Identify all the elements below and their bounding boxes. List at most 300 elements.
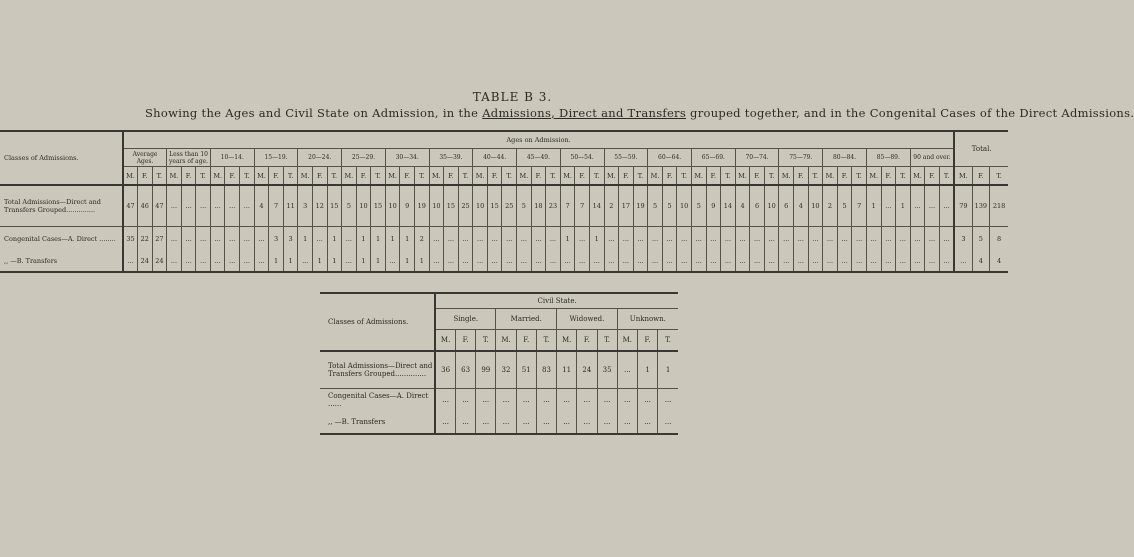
table-cell: ...: [662, 227, 677, 252]
sex-header: F.: [312, 167, 327, 186]
sex-header: M.: [167, 167, 182, 186]
table-cell: 1: [415, 251, 430, 272]
table-cell: ...: [617, 411, 637, 434]
table-cell: ...: [939, 227, 954, 252]
table-cell: ...: [925, 251, 940, 272]
table-cell: 1: [327, 251, 342, 272]
table-cell: ...: [866, 251, 881, 272]
table-cell: 4: [735, 185, 750, 227]
civil-header-row: [320, 293, 678, 309]
sex-header: M.: [298, 167, 313, 186]
sex-header: T.: [658, 330, 678, 352]
table-cell: ...: [808, 227, 823, 252]
table-cell: ...: [342, 251, 357, 272]
table-cell: 1: [269, 251, 284, 272]
table-cell: ...: [721, 227, 736, 252]
table-cell: 1: [866, 185, 881, 227]
ages-table: [0, 130, 1008, 273]
table-cell: 5: [342, 185, 357, 227]
sex-header: M.: [123, 167, 138, 186]
classes-header: Classes of Admissions.: [0, 131, 123, 185]
sex-header: F.: [225, 167, 240, 186]
sex-header: T.: [597, 330, 617, 352]
table-cell: ...: [546, 227, 561, 252]
sex-header: F.: [577, 330, 597, 352]
total-cell: 4: [990, 251, 1008, 272]
table-cell: ...: [633, 251, 648, 272]
row-label: ,, —B. Transfers: [4, 257, 58, 265]
table-cell: ...: [196, 185, 211, 227]
sex-header: F.: [487, 167, 502, 186]
table-cell: 15: [327, 185, 342, 227]
table-cell: 1: [658, 351, 678, 389]
table-cell: 1: [400, 227, 415, 252]
sex-header: F.: [662, 167, 677, 186]
table-cell: 3: [283, 227, 298, 252]
table-cell: ...: [487, 227, 502, 252]
total-cell: 139: [972, 185, 990, 227]
table-cell: ...: [721, 251, 736, 272]
table-cell: 83: [536, 351, 556, 389]
table-cell: ...: [210, 251, 225, 272]
sex-header: F.: [444, 167, 459, 186]
sex-header: M.: [648, 167, 663, 186]
table-cell: ...: [557, 389, 577, 412]
table-cell: 27: [152, 227, 167, 252]
table-cell: 5: [662, 185, 677, 227]
age-group-row: [0, 149, 1008, 167]
ages-header-row: [0, 131, 1008, 149]
table-cell: ...: [648, 251, 663, 272]
table-cell: ...: [181, 251, 196, 272]
table-row: [320, 411, 678, 434]
table-cell: 1: [385, 227, 400, 252]
sex-header: T.: [677, 167, 692, 186]
sex-header: T.: [990, 167, 1008, 186]
table-cell: ...: [487, 251, 502, 272]
table-cell: 7: [269, 185, 284, 227]
table-cell: ...: [240, 185, 255, 227]
sex-header: T.: [589, 167, 604, 186]
age-group-header: Less than 10 years of age.: [167, 149, 211, 167]
table-cell: ...: [691, 251, 706, 272]
table-cell: ...: [435, 411, 455, 434]
sex-header: M.: [496, 330, 516, 352]
sex-header: M.: [435, 330, 455, 352]
table-cell: ...: [458, 251, 473, 272]
table-cell: ...: [910, 185, 925, 227]
age-group-header: 55—59.: [604, 149, 648, 167]
table-cell: ...: [517, 227, 532, 252]
age-group-header: Average Ages.: [123, 149, 167, 167]
table-cell: 9: [706, 185, 721, 227]
table-cell: 10: [356, 185, 371, 227]
table-row: [0, 251, 1008, 272]
table-cell: 10: [764, 185, 779, 227]
table-cell: ...: [837, 251, 852, 272]
sex-header: F.: [516, 330, 536, 352]
age-group-header: 20—24.: [298, 149, 342, 167]
sex-header: T.: [458, 167, 473, 186]
sex-header: T.: [896, 167, 911, 186]
table-cell: ...: [881, 185, 896, 227]
table-cell: ...: [619, 251, 634, 272]
table-row: [0, 227, 1008, 252]
table-cell: ...: [240, 251, 255, 272]
table-row: [320, 351, 678, 389]
table-cell: 7: [852, 185, 867, 227]
table-cell: ...: [617, 351, 637, 389]
table-cell: 4: [794, 185, 809, 227]
table-cell: ...: [385, 251, 400, 272]
table-cell: 2: [823, 185, 838, 227]
table-cell: ...: [560, 251, 575, 272]
table-row: [0, 185, 1008, 227]
sex-header: F.: [925, 167, 940, 186]
table-cell: 7: [560, 185, 575, 227]
table-cell: ...: [435, 389, 455, 412]
row-label: Congenital Cases—A. Direct ......: [328, 392, 429, 408]
table-cell: 24: [138, 251, 153, 272]
table-cell: ...: [837, 227, 852, 252]
table-title: TABLE B 3.: [472, 90, 553, 104]
table-cell: ...: [604, 227, 619, 252]
total-cell: 8: [990, 227, 1008, 252]
total-cell: 4: [972, 251, 990, 272]
sex-header: M.: [779, 167, 794, 186]
table-cell: ...: [691, 227, 706, 252]
sex-header-row: [0, 167, 1008, 186]
sex-header: M.: [954, 167, 972, 186]
table-cell: 1: [560, 227, 575, 252]
table-cell: ...: [455, 389, 475, 412]
age-group-header: 50—54.: [560, 149, 604, 167]
table-cell: 1: [283, 251, 298, 272]
sex-header: F.: [269, 167, 284, 186]
table-row: [320, 389, 678, 412]
table-cell: ...: [866, 227, 881, 252]
sex-header: M.: [254, 167, 269, 186]
table-cell: ...: [677, 227, 692, 252]
table-cell: ...: [779, 227, 794, 252]
table-cell: 24: [577, 351, 597, 389]
table-cell: ...: [502, 227, 517, 252]
table-cell: ...: [617, 389, 637, 412]
table-cell: ...: [536, 389, 556, 412]
table-cell: ...: [444, 251, 459, 272]
table-cell: ...: [342, 227, 357, 252]
table-subtitle: [145, 106, 1134, 120]
sex-header: T.: [476, 330, 496, 352]
table-cell: ...: [604, 251, 619, 272]
sex-header: T.: [371, 167, 386, 186]
table-cell: 15: [444, 185, 459, 227]
total-cell: 218: [990, 185, 1008, 227]
table-cell: 32: [496, 351, 516, 389]
table-cell: 22: [138, 227, 153, 252]
row-label: Total Admissions—Direct and Transfers Grouped..............: [0, 185, 123, 227]
table-cell: 10: [677, 185, 692, 227]
table-cell: ...: [546, 251, 561, 272]
row-label: Total Admissions—Direct and Transfers Grouped..............: [320, 351, 435, 389]
table-cell: 6: [750, 185, 765, 227]
table-cell: ...: [473, 227, 488, 252]
sex-header: T.: [240, 167, 255, 186]
table-cell: 12: [312, 185, 327, 227]
civil-group-header: Widowed.: [557, 309, 618, 330]
sex-header: M.: [560, 167, 575, 186]
sex-header: T.: [327, 167, 342, 186]
table-cell: 18: [531, 185, 546, 227]
table-cell: ...: [735, 227, 750, 252]
table-cell: ...: [852, 227, 867, 252]
sex-header: M.: [604, 167, 619, 186]
table-cell: ...: [167, 185, 182, 227]
sex-header: M.: [473, 167, 488, 186]
table-cell: 19: [633, 185, 648, 227]
table-cell: 5: [691, 185, 706, 227]
table-cell: 17: [619, 185, 634, 227]
table-cell: ...: [476, 389, 496, 412]
table-cell: 35: [123, 227, 138, 252]
table-cell: ...: [577, 389, 597, 412]
table-cell: ...: [473, 251, 488, 272]
table-cell: ...: [597, 411, 617, 434]
table-cell: ...: [925, 185, 940, 227]
sex-header: M.: [517, 167, 532, 186]
table-cell: ...: [577, 411, 597, 434]
table-cell: 36: [435, 351, 455, 389]
sex-header: F.: [881, 167, 896, 186]
table-cell: ...: [794, 227, 809, 252]
table-cell: ...: [196, 251, 211, 272]
sex-header: T.: [721, 167, 736, 186]
age-group-header: 80—84.: [823, 149, 867, 167]
table-cell: 10: [808, 185, 823, 227]
sex-header: F.: [972, 167, 990, 186]
table-cell: ...: [536, 411, 556, 434]
table-cell: ...: [240, 227, 255, 252]
table-cell: ...: [658, 411, 678, 434]
table-cell: ...: [210, 185, 225, 227]
civil-state-header: Civil State.: [435, 293, 678, 309]
table-cell: 10: [429, 185, 444, 227]
sex-header: T.: [852, 167, 867, 186]
table-cell: 1: [298, 227, 313, 252]
table-cell: ...: [531, 251, 546, 272]
table-cell: ...: [808, 251, 823, 272]
table-cell: ...: [662, 251, 677, 272]
table-cell: ...: [225, 227, 240, 252]
table-cell: 4: [254, 185, 269, 227]
table-cell: ...: [455, 411, 475, 434]
table-cell: ...: [706, 251, 721, 272]
table-cell: 5: [648, 185, 663, 227]
table-cell: ...: [658, 389, 678, 412]
table-cell: 11: [283, 185, 298, 227]
table-cell: ...: [881, 251, 896, 272]
table-cell: ...: [575, 227, 590, 252]
sex-header: F.: [706, 167, 721, 186]
sex-header: F.: [575, 167, 590, 186]
table-cell: ...: [764, 251, 779, 272]
subtitle-before: Showing the Ages and Civil State on Admission, in the: [145, 106, 479, 120]
table-cell: ...: [444, 227, 459, 252]
sex-header: F.: [750, 167, 765, 186]
age-group-header: 65—69.: [691, 149, 735, 167]
table-cell: ...: [648, 227, 663, 252]
table-cell: 23: [546, 185, 561, 227]
sex-header: M.: [691, 167, 706, 186]
table-cell: ...: [517, 251, 532, 272]
sex-header: M.: [617, 330, 637, 352]
table-cell: ...: [881, 227, 896, 252]
sex-header: F.: [637, 330, 657, 352]
sex-header: F.: [138, 167, 153, 186]
table-cell: 2: [415, 227, 430, 252]
table-cell: 63: [455, 351, 475, 389]
table-cell: ...: [312, 227, 327, 252]
table-cell: ...: [531, 227, 546, 252]
sex-header: T.: [536, 330, 556, 352]
table-cell: 47: [152, 185, 167, 227]
sex-header: T.: [196, 167, 211, 186]
table-cell: 24: [152, 251, 167, 272]
sex-header: T.: [808, 167, 823, 186]
table-cell: ...: [458, 227, 473, 252]
age-group-header: 35—39.: [429, 149, 473, 167]
table-cell: ...: [823, 227, 838, 252]
sex-header: F.: [794, 167, 809, 186]
sex-header: M.: [385, 167, 400, 186]
table-cell: 25: [458, 185, 473, 227]
age-group-header: 70—74.: [735, 149, 779, 167]
table-cell: ...: [910, 251, 925, 272]
table-cell: ...: [619, 227, 634, 252]
table-cell: ...: [706, 227, 721, 252]
table-cell: ...: [939, 251, 954, 272]
table-cell: ...: [896, 227, 911, 252]
age-group-header: 60—64.: [648, 149, 692, 167]
table-cell: ...: [476, 411, 496, 434]
table-cell: 1: [371, 251, 386, 272]
table-cell: ...: [167, 227, 182, 252]
table-cell: 1: [589, 227, 604, 252]
table-cell: 1: [637, 351, 657, 389]
table-cell: ...: [502, 251, 517, 272]
sex-header: M.: [557, 330, 577, 352]
total-cell: 5: [972, 227, 990, 252]
table-cell: ...: [516, 411, 536, 434]
table-cell: ...: [516, 389, 536, 412]
sex-header: F.: [181, 167, 196, 186]
table-cell: ...: [557, 411, 577, 434]
row-label: Congenital Cases—A. Direct ........: [4, 235, 116, 243]
age-group-header: 30—34.: [385, 149, 429, 167]
total-cell: ...: [954, 251, 972, 272]
table-cell: 5: [517, 185, 532, 227]
table-cell: 25: [502, 185, 517, 227]
table-cell: 51: [516, 351, 536, 389]
table-cell: ...: [181, 185, 196, 227]
table-cell: 2: [604, 185, 619, 227]
table-cell: 10: [473, 185, 488, 227]
table-cell: 1: [896, 185, 911, 227]
table-cell: ...: [496, 389, 516, 412]
sex-header: T.: [152, 167, 167, 186]
sex-header: T.: [415, 167, 430, 186]
row-label: ,, —B. Transfers: [328, 418, 386, 426]
sex-header: T.: [283, 167, 298, 186]
sex-header: M.: [210, 167, 225, 186]
age-group-header: 75—79.: [779, 149, 823, 167]
table-cell: 47: [123, 185, 138, 227]
age-group-header: 15—19.: [254, 149, 298, 167]
civil-group-header: Unknown.: [617, 309, 678, 330]
table-cell: ...: [225, 251, 240, 272]
table-cell: ...: [429, 227, 444, 252]
table-cell: 7: [575, 185, 590, 227]
table-cell: ...: [735, 251, 750, 272]
table-cell: ...: [677, 251, 692, 272]
sex-header: M.: [866, 167, 881, 186]
total-cell: 79: [954, 185, 972, 227]
table-cell: 3: [269, 227, 284, 252]
age-group-header: 40—44.: [473, 149, 517, 167]
table-cell: 1: [371, 227, 386, 252]
table-cell: ...: [429, 251, 444, 272]
age-group-header: 85—89.: [866, 149, 910, 167]
table-cell: ...: [167, 251, 182, 272]
table-cell: 10: [385, 185, 400, 227]
table-cell: ...: [496, 411, 516, 434]
table-cell: ...: [637, 389, 657, 412]
table-cell: ...: [225, 185, 240, 227]
table-cell: 11: [557, 351, 577, 389]
table-cell: ...: [823, 251, 838, 272]
table-cell: 1: [356, 227, 371, 252]
table-cell: 35: [597, 351, 617, 389]
sex-header: T.: [939, 167, 954, 186]
sex-header: M.: [910, 167, 925, 186]
table-cell: 1: [356, 251, 371, 272]
sex-header: F.: [837, 167, 852, 186]
sex-header: T.: [502, 167, 517, 186]
sex-header: M.: [429, 167, 444, 186]
table-cell: 14: [721, 185, 736, 227]
table-cell: ...: [254, 251, 269, 272]
subtitle-after: grouped together, and in the Congenital Cases of the Direct Admissions.: [690, 106, 1134, 120]
table-cell: ...: [298, 251, 313, 272]
civil-state-table: [320, 292, 678, 435]
table-cell: ...: [896, 251, 911, 272]
table-cell: ...: [196, 227, 211, 252]
civil-group-header: Married.: [496, 309, 557, 330]
age-group-header: 90 and over.: [910, 149, 954, 167]
table-cell: ...: [794, 251, 809, 272]
table-cell: ...: [779, 251, 794, 272]
table-cell: 99: [476, 351, 496, 389]
table-cell: ...: [852, 251, 867, 272]
table-cell: ...: [254, 227, 269, 252]
sex-header: M.: [823, 167, 838, 186]
sex-header: F.: [356, 167, 371, 186]
table-cell: ...: [575, 251, 590, 272]
table-cell: 19: [415, 185, 430, 227]
table-cell: ...: [123, 251, 138, 272]
age-group-header: 10—14.: [210, 149, 254, 167]
table-cell: ...: [925, 227, 940, 252]
